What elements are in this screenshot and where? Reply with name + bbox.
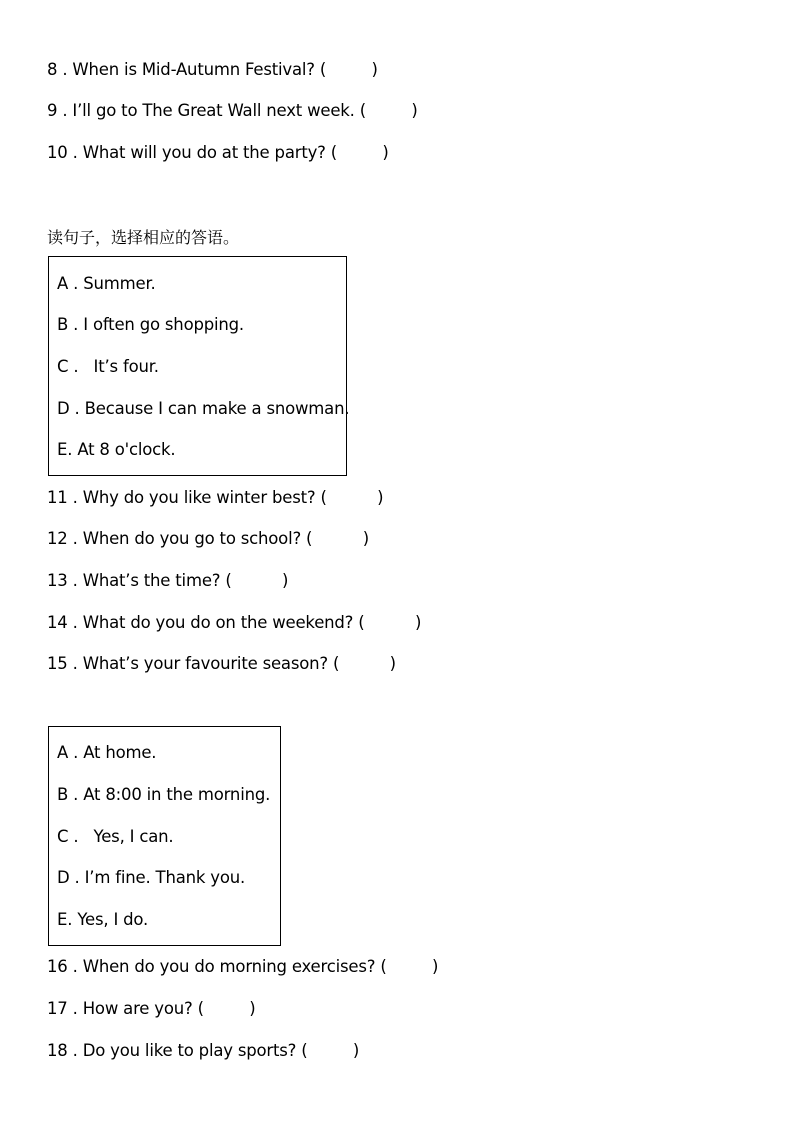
question-9: 9 . I’ll go to The Great Wall next week. ( ) (47, 101, 418, 120)
section-instruction: 读句子，选择相应的答语。 (47, 228, 240, 247)
option-a: A . At home. (57, 743, 157, 762)
option-d: D . I’m fine. Thank you. (57, 868, 246, 887)
question-18: 18 . Do you like to play sports? ( ) (47, 1041, 360, 1060)
options-box-1 (48, 256, 350, 476)
option-e: E. At 8 o'clock. (57, 440, 176, 459)
option-a: A . Summer. (57, 274, 156, 293)
option-c: C . It’s four. (57, 357, 159, 376)
options-box-2 (48, 726, 281, 946)
option-b: B . I often go shopping. (57, 315, 244, 334)
option-b: B . At 8:00 in the morning. (57, 785, 271, 804)
question-13: 13 . What’s the time? ( ) (47, 571, 289, 590)
question-10: 10 . What will you do at the party? ( ) (47, 143, 389, 162)
question-15: 15 . What’s your favourite season? ( ) (47, 654, 396, 673)
question-17: 17 . How are you? ( ) (47, 999, 256, 1018)
question-11: 11 . Why do you like winter best? ( ) (47, 488, 384, 507)
question-14: 14 . What do you do on the weekend? ( ) (47, 613, 422, 632)
option-c: C . Yes, I can. (57, 827, 174, 846)
question-12: 12 . When do you go to school? ( ) (47, 529, 369, 548)
option-d: D . Because I can make a snowman. (57, 399, 350, 418)
question-8: 8 . When is Mid-Autumn Festival? ( ) (47, 60, 378, 79)
option-e: E. Yes, I do. (57, 910, 149, 929)
question-16: 16 . When do you do morning exercises? ( ) (47, 957, 439, 976)
